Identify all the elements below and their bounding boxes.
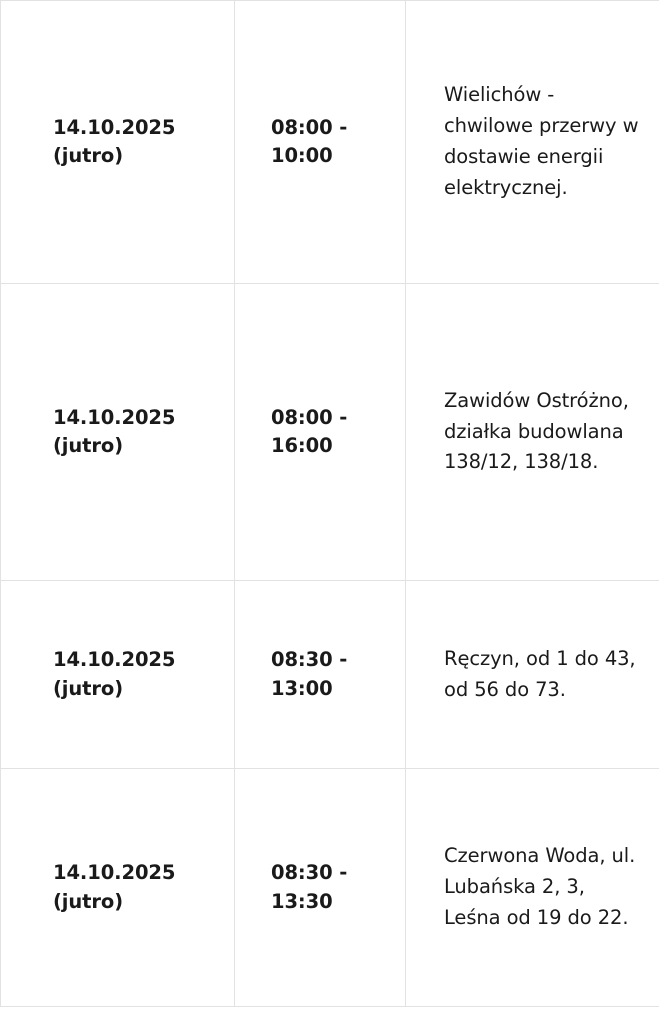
outage-date-relative: (jutro) [53,144,124,167]
outage-area-cell: Wielichów - chwilowe przerwy w dostawie energii elektrycznej. [406,1,659,284]
table-row [1,1,659,284]
outage-date-cell [1,581,235,769]
outage-time-to: 13:00 [271,676,333,700]
outages-table-body [1,1,659,1007]
outage-date: 14.10.2025 [53,861,176,885]
outage-time-from: 08:30 - [271,861,348,885]
outage-time-to: 16:00 [271,434,333,457]
outage-time-cell [235,769,406,1007]
outage-time-to: 13:30 [271,889,333,913]
outage-time-to: 10:00 [271,144,333,167]
outage-area-cell: Ręczyn, od 1 do 43, od 56 do 73. [406,581,659,769]
outage-time-cell [235,581,406,769]
table-row [1,769,659,1007]
outage-date-cell [1,769,235,1007]
outage-date: 14.10.2025 [53,405,176,429]
outage-date-relative: (jutro) [53,889,124,913]
outage-time-cell [235,284,406,581]
outage-date: 14.10.2025 [53,648,176,672]
outage-time-from: 08:00 - [271,405,348,429]
outage-date-cell [1,284,235,581]
outage-time-from: 08:30 - [271,648,348,672]
outage-area-cell: Zawidów Ostróżno, działka budowlana 138/12, 138/18. [406,284,659,581]
outage-date-relative: (jutro) [53,676,124,700]
outage-date: 14.10.2025 [53,115,176,139]
table-row [1,581,659,769]
outage-time-from: 08:00 - [271,115,348,139]
outage-area-cell: Czerwona Woda, ul. Lubańska 2, 3, Leśna od 19 do 22. [406,769,659,1007]
table-row [1,284,659,581]
outage-date-relative: (jutro) [53,434,124,457]
outage-time-cell [235,1,406,284]
outage-date-cell [1,1,235,284]
